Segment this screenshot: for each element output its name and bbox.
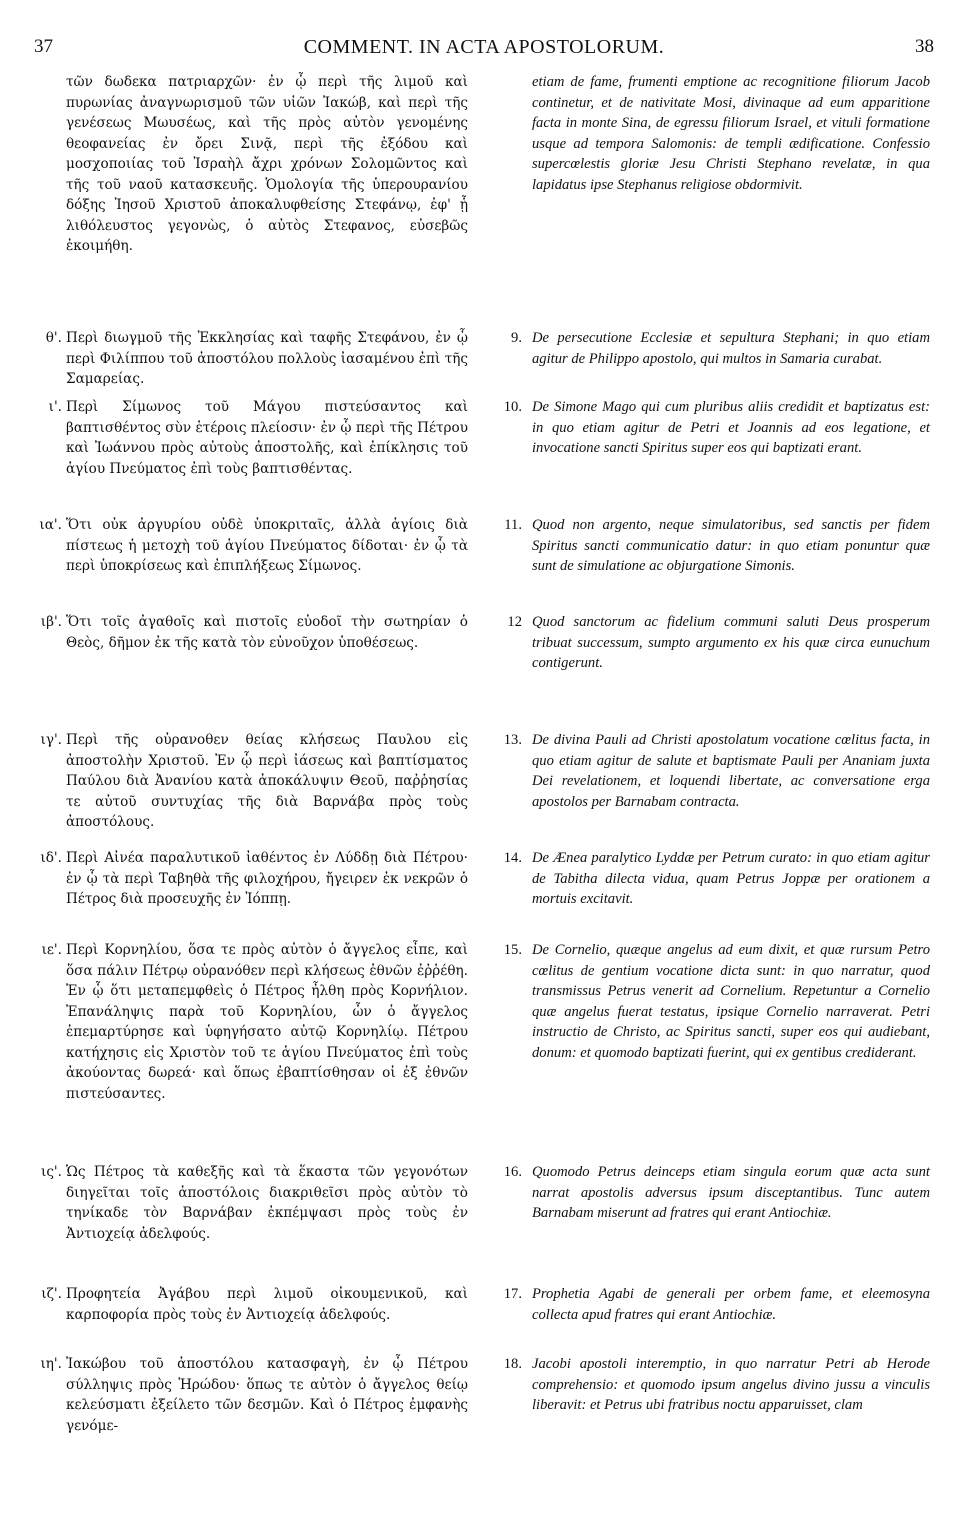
latin-entry xyxy=(490,1354,930,1416)
entry-number: ιε'. xyxy=(41,942,62,958)
latin-entry xyxy=(490,612,930,674)
entry-text: De Simone Mago qui cum pluribus aliis credidit et baptizatus est: in quo etiam agitur de Petri et Joannis ad eos legatione, et invocatione sancti Spiritus super eos qui baptizati erant. xyxy=(532,399,930,456)
page-number-right: 38 xyxy=(915,36,934,57)
entry-number: 15. xyxy=(503,942,522,958)
entry-number: ια'. xyxy=(39,517,62,533)
greek-entry xyxy=(40,1162,468,1244)
entry-number: 17. xyxy=(503,1286,522,1302)
greek-entry xyxy=(40,1354,468,1436)
entry-text: etiam de fame, frumenti emptione ac recognitione filiorum Jacob continetur, et de nativitate Mosi, divinaque ad eum apparitione facta in monte Sina, de egressu filiorum Israel, et vituli formatione usque ad tempora Salomonis: de templi ædificatione. Confessio supercœlestis gloriæ Jesu Christi Stephano revelatæ, in qua lapidatus ipse Stephanus religiose obdormivit. xyxy=(532,74,930,193)
entry-text: De persecutione Ecclesiæ et sepultura Stephani; in quo etiam agitur de Philippo apostolo, qui multos in Samaria curabat. xyxy=(532,330,930,367)
greek-entry xyxy=(48,397,468,479)
entry-text: Περὶ διωγμοῦ τῆς Ἐκκλησίας καὶ ταφῆς Στεφάνου, ἐν ᾧ περὶ Φιλίππου τοῦ ἀποστόλου πολλοὺς ἰασαμένου ἐπὶ τῆς Σαμαρείας. xyxy=(66,330,468,387)
entry-text: De Cornelio, quæque angelus ad eum dixit, et quæ rursum Petro cœlitus de gentium vocatione dicta sunt: in quo narratur, quod transmissus Petrus venerit ad Cornelium. Repetuntur a Cornelio quæ angelus fuerat testatus, ipsique Cornelio narraverat. Petri instructio de Christo, ac Spiritus sancti, super eos qui audiebant, donum: et quomodo baptizati fuerint, qui ex gentibus crediderant. xyxy=(532,942,930,1061)
entry-text: Ὅτι οὐκ ἀργυρίου οὐδὲ ὑποκριταῖς, ἀλλὰ ἁγίοις διὰ πίστεως ἡ μετοχὴ τοῦ ἁγίου Πνεύματος δίδοται· ἐν ᾧ τὰ περὶ ὑποκρίσεως καὶ ἐπιπλήξεως Σίμωνος. xyxy=(66,517,468,574)
running-title: COMMENT. IN ACTA APOSTOLORUM. xyxy=(303,36,665,58)
entry-text: Jacobi apostoli interemptio, in quo narratur Petri ab Herode comprehensio: et quomodo ipsum angelus divino jussu a vinculis liberavit: et Petrus ubi fratribus noctu apparuisset, clam xyxy=(532,1356,930,1413)
latin-entry xyxy=(490,1162,930,1224)
entry-number: ιγ'. xyxy=(40,732,62,748)
entry-text: Προφητεία Ἀγάβου περὶ λιμοῦ οἰκουμενικοῦ, καὶ καρποφορία πρὸς τοὺς ἐν Ἀντιοχείᾳ ἀδελφούς. xyxy=(66,1286,468,1323)
running-header xyxy=(34,36,934,64)
entry-text: De Ænea paralytico Lyddæ per Petrum curato: in quo etiam agitur de Tabitha dilecta vidua, quam Petrus Joppæ per orationem a mortuis excitavit. xyxy=(532,850,930,907)
entry-text: Ὡς Πέτρος τὰ καθεξῆς καὶ τὰ ἕκαστα τῶν γεγονότων διηγεῖται τοῖς ἀποστόλοις διακριθεῖσι πρὸς αὐτὸν τὸ τηνίκαδε τὸν Βαρνάβαν ἐκπέμψασι πρὸς τοὺς ἐν Ἀντιοχείᾳ ἀδελφούς. xyxy=(66,1164,468,1242)
entry-number: 12 xyxy=(507,614,522,630)
latin-entry xyxy=(490,72,930,195)
entry-text: Ὅτι τοῖς ἀγαθοῖς καὶ πιστοῖς εὐοδοῖ τὴν σωτηρίαν ὁ Θεὸς, δῆμον ἐκ τῆς κατὰ τὸν εὐνοῦχον ὑποθέσεως. xyxy=(66,614,468,651)
entry-text: Ἰακώβου τοῦ ἀποστόλου κατασφαγὴ, ἐν ᾧ Πέτρου σύλληψις πρὸς Ἡρώδου· ὅπως τε αὐτὸν ὁ ἄγγελος θείῳ κελεύσματι ἐξείλετο τῶν δεσμῶν. Καὶ ὁ Πέτρος ἐμφανὴς γενόμε- xyxy=(66,1356,468,1434)
entry-number: 13. xyxy=(503,732,522,748)
latin-entry xyxy=(490,940,930,1063)
entry-number: ι'. xyxy=(48,399,62,415)
entry-text: De divina Pauli ad Christi apostolatum vocatione cœlitus facta, in quo etiam agitur de salute et baptismate Pauli per Ananiam juxta Dei revelationem, et loquendi libertate, ac conversatione erga apostolos per Barnabam contracta. xyxy=(532,732,930,810)
entry-number: ιζ'. xyxy=(41,1286,62,1302)
entry-text: τῶν δωδεκα πατριαρχῶν· ἐν ᾧ περὶ τῆς λιμοῦ καὶ πυρωνίας ἀναγνωρισμοῦ τῶν υἱῶν Ἰακώβ, καὶ περὶ τῆς γενέσεως Μωυσέως, καὶ τῆς πρὸς αὐτὸν γενομένης θεοφανείας ἐν ὄρει Σινᾷ, περὶ τῆς ἐξόδου καὶ μοσχοποιίας τοῦ Ἰσραὴλ ἄχρι χρόνων Σολομῶντος καὶ τῆς τοῦ ναοῦ κατασκευῆς. Ὁμολογία τῆς ὑπερουρανίου δόξης Ἰησοῦ Χριστοῦ ἀποκαλυφθείσης Στεφάνῳ, ἐφ' ᾗ λιθόλευστος γεγονὼς, ὁ αὐτὸς Στεφανος, εὐσεβῶς ἐκοιμήθη. xyxy=(66,74,468,254)
entry-number: 9. xyxy=(511,330,522,346)
entry-number: 16. xyxy=(503,1164,522,1180)
entry-number: ιη'. xyxy=(40,1356,62,1372)
latin-entry xyxy=(490,515,930,577)
entry-text: Περὶ Αἰνέα παραλυτικοῦ ἰαθέντος ἐν Λύδδῃ διὰ Πέτρου· ἐν ᾧ τὰ περὶ Ταβηθὰ τῆς φιλοχήρου, ἤγειρεν ἐκ νεκρῶν ὁ Πέτρος διὰ προσευχῆς ἐν Ἰόππῃ. xyxy=(66,850,468,907)
entry-number: 10. xyxy=(503,399,522,415)
entry-text: Quod sanctorum ac fidelium communi saluti Deus prosperum tribuat successum, sumpto argumento ex his quæ circa eunuchum contigerunt. xyxy=(532,614,930,671)
entry-text: Quomodo Petrus deinceps etiam singula eorum quæ acta sunt narrat apostolis adversus ipsum disceptantibus. Tunc autem Barnabam miserunt ad fratres qui erant Antiochiæ. xyxy=(532,1164,930,1221)
latin-entry xyxy=(490,328,930,369)
entry-number: 18. xyxy=(503,1356,522,1372)
latin-entry xyxy=(490,730,930,812)
greek-entry xyxy=(40,612,468,653)
entry-text: Περὶ Σίμωνος τοῦ Μάγου πιστεύσαντος καὶ βαπτισθέντος σὺν ἑτέροις πλείοσιν· ἐν ᾧ περὶ τῆς Πέτρου καὶ Ἰωάννου πρὸς αὐτοὺς ἀποστολῆς, καὶ ἐπίκλησις τοῦ ἁγίου Πνεύματος ἐπὶ τοὺς βαπτισθέντας. xyxy=(66,399,468,477)
entry-text: Prophetia Agabi de generali per orbem fame, et eleemosyna collecta apud fratres qui erant Antiochiæ. xyxy=(532,1286,930,1323)
latin-entry xyxy=(490,1284,930,1325)
greek-entry xyxy=(40,730,468,833)
entry-number: ιδ'. xyxy=(40,850,62,866)
greek-entry xyxy=(40,848,468,910)
greek-column xyxy=(39,72,468,1434)
entry-number: 11. xyxy=(504,517,522,533)
entry-text: Περὶ Κορνηλίου, ὅσα τε πρὸς αὐτὸν ὁ ἄγγελος εἶπε, καὶ ὅσα πάλιν Πέτρῳ οὐρανόθεν περὶ κλήσεως ἐθνῶν ἐῤῥέθη. Ἐν ᾧ ὅτι μεταπεμφθεὶς ὁ Πέτρος ἦλθη πρὸς Κορνήλιον. Ἐπανάληψις παρὰ τοῦ Κορνηλίου, ὧν ὁ ἄγγελος ἐπεμαρτύρησε καὶ ὑφηγήσατο αὐτῷ Κορνηλίῳ. Πέτρου κατήχησις εἰς Χριστὸν τοῦ τε ἁγίου Πνεύματος ἐπὶ τοὺς ἀκούοντας δωρεά· καὶ ὅπως ἐβαπτίσθησαν οἱ ἐξ ἐθνῶν πιστεύσαντες. xyxy=(66,942,468,1102)
entry-text: Quod non argento, neque simulatoribus, sed sanctis per fidem Spiritus sancti communicatio datur: in quo etiam ponuntur quæ sunt de simulatione ac objurgatione Simonis. xyxy=(532,517,930,574)
page-number-left: 37 xyxy=(34,36,53,57)
greek-entry xyxy=(39,515,468,577)
entry-number: ις'. xyxy=(40,1164,62,1180)
greek-entry xyxy=(66,72,468,257)
entry-text: Περὶ τῆς οὐρανοθεν θείας κλήσεως Παυλου εἰς ἀποστολὴν Χριστοῦ. Ἐν ᾧ περὶ ἰάσεως καὶ βαπτίσματος Παύλου διὰ Ἀνανίου κατὰ ἀποκάλυψιν Θεοῦ, παῤῥησίας τε αὐτοῦ συντυχίας τῆς διὰ Βαρνάβα πρὸς τοὺς ἀποστόλους. xyxy=(66,732,468,830)
latin-entry xyxy=(490,848,930,910)
greek-entry xyxy=(41,1284,468,1325)
greek-entry xyxy=(41,940,468,1104)
entry-number: ιβ'. xyxy=(40,614,62,630)
entry-number: 14. xyxy=(503,850,522,866)
latin-entry xyxy=(490,397,930,459)
entry-number: θ'. xyxy=(45,330,62,346)
greek-entry xyxy=(45,328,468,390)
